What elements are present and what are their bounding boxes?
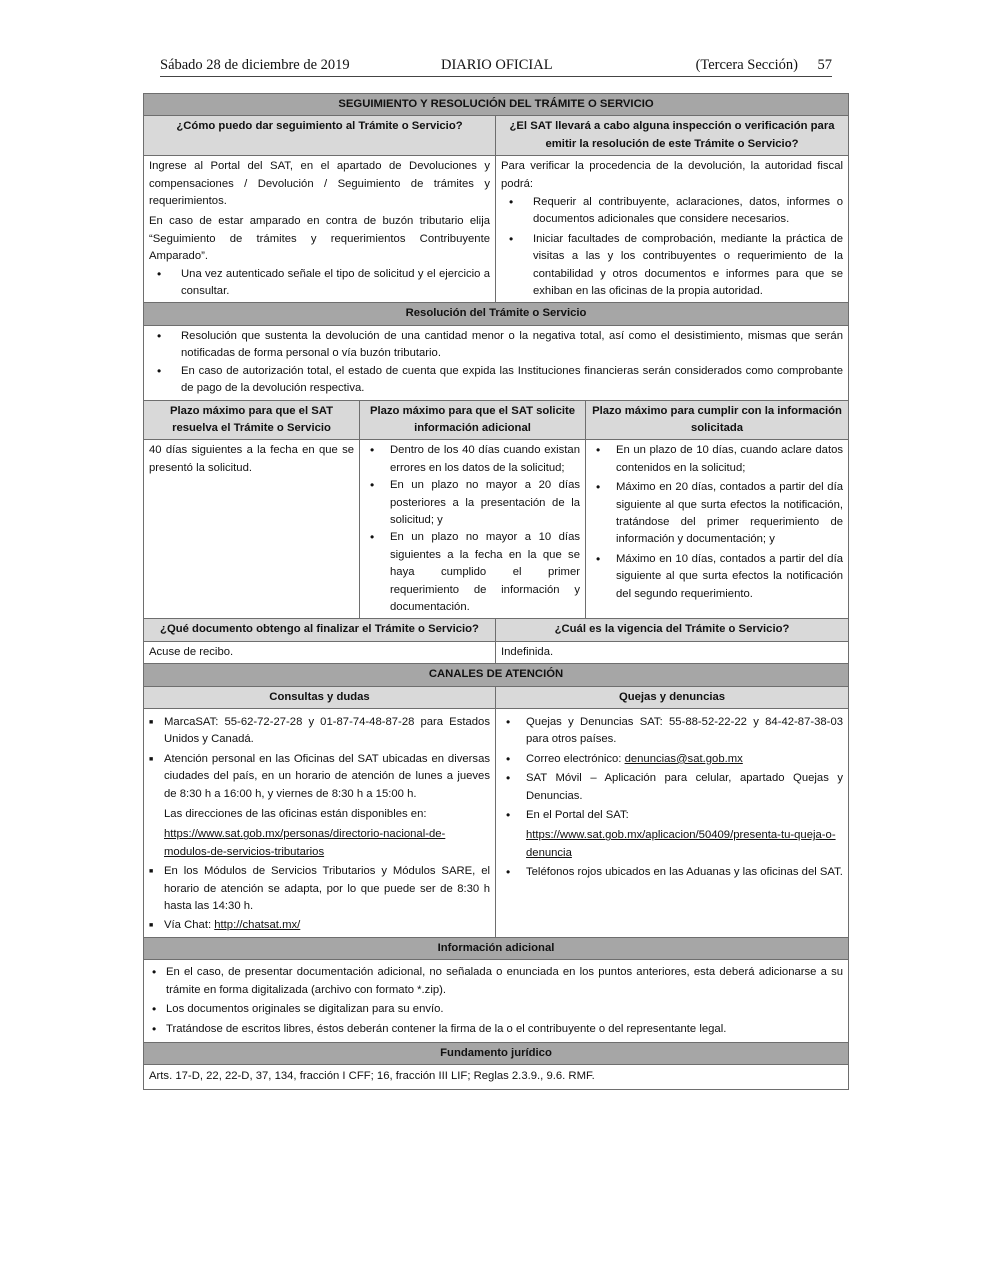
quejas-content xyxy=(496,709,849,938)
list-item xyxy=(501,807,843,862)
seguimiento-right-list xyxy=(501,194,843,300)
list-item: • SAT Móvil – Aplicación para celular, apartado Quejas y Denuncias. xyxy=(501,770,843,805)
list-item xyxy=(501,751,843,768)
header-title: DIARIO OFICIAL xyxy=(441,57,553,73)
header-date: Sábado 28 de diciembre de 2019 xyxy=(160,57,350,73)
list-item: • Tratándose de escritos libres, éstos deberán contener la firma de la o el contribuyente o del representante legal. xyxy=(149,1021,843,1038)
quejas-header: Quejas y denuncias xyxy=(496,686,849,708)
vigencia-question: ¿Cuál es la vigencia del Trámite o Servicio? xyxy=(496,619,849,641)
atencion-personal-text: Atención personal en las Oficinas del SAT ubicadas en diversas ciudades del país, en un horario de atención de lunes a jueves de 8:30 h a 16:00 h, y viernes de 8:30 h a 15:00 h. xyxy=(164,752,490,800)
consultas-header: Consultas y dudas xyxy=(144,686,496,708)
list-item: • En un plazo de 10 días, cuando aclare datos contenidos en la solicitud; xyxy=(591,442,843,477)
header-page-number: 57 xyxy=(817,57,832,73)
documento-answer: Acuse de recibo. xyxy=(144,641,496,663)
list-item: • Máximo en 10 días, contados a partir del día siguiente al que surta efectos la notificación del segundo requerimiento. xyxy=(591,551,843,603)
plazo-cumplir-list xyxy=(591,442,843,603)
plazo-header-cumplir: Plazo máximo para cumplir con la información solicitada xyxy=(586,400,849,440)
list-item: • Resolución que sustenta la devolución de una cantidad menor o la negativa total, así como el desistimiento, mismas que serán notificadas de forma personal o vía buzón tributario. xyxy=(149,328,843,363)
list-item xyxy=(149,751,490,861)
plazo-solicita-value xyxy=(360,440,586,619)
resolucion-list xyxy=(149,328,843,398)
plazo-cumplir-value xyxy=(586,440,849,619)
list-item: • En un plazo no mayor a 20 días posteriores a la presentación de la solicitud; y xyxy=(365,477,580,529)
seguimiento-answer-left xyxy=(144,156,496,303)
plazo-resuelve-value: 40 días siguientes a la fecha en que se presentó la solicitud. xyxy=(144,440,360,619)
documento-question: ¿Qué documento obtengo al finalizar el Trámite o Servicio? xyxy=(144,619,496,641)
list-item: ■ MarcaSAT: 55-62-72-27-28 y 01-87-74-48-87-28 para Estados Unidos y Canadá. xyxy=(149,714,490,749)
list-item: • Una vez autenticado señale el tipo de solicitud y el ejercicio a consultar. xyxy=(149,266,490,301)
consultas-content xyxy=(144,709,496,938)
list-item: • Quejas y Denuncias SAT: 55-88-52-22-22 y 84-42-87-38-03 para otros países. xyxy=(501,714,843,749)
portal-label: En el Portal del SAT: xyxy=(526,809,629,822)
chat-label: Vía Chat: xyxy=(164,919,215,932)
seguimiento-left-list xyxy=(149,266,490,301)
correo-label: Correo electrónico: xyxy=(526,752,625,765)
list-item: • Requerir al contribuyente, aclaraciones, datos, informes o documentos adicionales que considere necesarios. xyxy=(501,194,843,229)
list-item: • Iniciar facultades de comprobación, mediante la práctica de visitas a las y los contribuyentes o requerimiento de la contabilidad y otros documentos e informes para que se exhiban en las oficinas de la propia autoridad. xyxy=(501,231,843,301)
header-section: (Tercera Sección) xyxy=(695,57,798,73)
resolucion-title: Resolución del Trámite o Servicio xyxy=(144,303,849,325)
seguimiento-right-paragraph: Para verificar la procedencia de la devolución, la autoridad fiscal podrá: xyxy=(501,160,844,190)
consultas-list xyxy=(149,714,490,935)
directorio-link[interactable]: https://www.sat.gob.mx/personas/directorio-nacional-de-modulos-de-servicios-tributarios xyxy=(164,828,446,858)
seguimiento-question-right: ¿El SAT llevará a cabo alguna inspección o verificación para emitir la resolución de este Trámite o Servicio? xyxy=(496,116,849,156)
direcciones-text: Las direcciones de las oficinas están disponibles en: xyxy=(164,808,427,821)
seguimiento-question-left: ¿Cómo puedo dar seguimiento al Trámite o Servicio? xyxy=(144,116,496,156)
vigencia-answer: Indefinida. xyxy=(496,641,849,663)
seguimiento-left-paragraph: Ingrese al Portal del SAT, en el apartado de Devoluciones y compensaciones / Devolución / Seguimiento de trámites y requerimientos. xyxy=(149,160,490,208)
page-header xyxy=(160,56,832,77)
fundamento-text: Arts. 17-D, 22, 22-D, 37, 134, fracción I CFF; 16, fracción III LIF; Reglas 2.3.9., 9.6. RMF. xyxy=(144,1065,849,1089)
list-item: • En el caso, de presentar documentación adicional, no señalada o enunciada en los puntos anteriores, esta deberá adicionarse a su trámite en forma digitalizada (archivo con formato *.zip). xyxy=(149,964,843,999)
list-item: • Teléfonos rojos ubicados en las Aduanas y las oficinas del SAT. xyxy=(501,864,843,881)
seguimiento-title: SEGUIMIENTO Y RESOLUCIÓN DEL TRÁMITE O SERVICIO xyxy=(144,94,849,116)
queja-denuncia-link[interactable]: https://www.sat.gob.mx/aplicacion/50409/presenta-tu-queja-o-denuncia xyxy=(526,829,836,859)
plazo-solicita-list xyxy=(365,442,580,616)
plazo-header-solicita: Plazo máximo para que el SAT solicite información adicional xyxy=(360,400,586,440)
resolucion-content xyxy=(144,325,849,400)
list-item: • Los documentos originales se digitalizan para su envío. xyxy=(149,1001,843,1018)
procedure-table xyxy=(143,93,849,1090)
quejas-list xyxy=(501,714,843,882)
info-content xyxy=(144,960,849,1043)
list-item: • Máximo en 20 días, contados a partir del día siguiente al que surta efectos la notificación, tratándose del primer requerimiento de información y documentación; y xyxy=(591,479,843,549)
list-item: ■ En los Módulos de Servicios Tributarios y Módulos SARE, el horario de atención se adapta, por lo que puede ser de 8:30 h hasta las 14:30 h. xyxy=(149,863,490,915)
plazo-header-resuelve: Plazo máximo para que el SAT resuelva el Trámite o Servicio xyxy=(144,400,360,440)
denuncias-email-link[interactable]: denuncias@sat.gob.mx xyxy=(624,752,743,765)
fundamento-title: Fundamento jurídico xyxy=(144,1042,849,1064)
seguimiento-answer-right xyxy=(496,156,849,303)
list-item: • En un plazo no mayor a 10 días siguientes a la fecha en la que se haya cumplido el primer requerimiento de información y documentación. xyxy=(365,529,580,616)
list-item xyxy=(149,917,490,934)
seguimiento-left-paragraph: En caso de estar amparado en contra de buzón tributario elija “Seguimiento de trámites y requerimientos Contribuyente Amparado”. xyxy=(149,215,490,263)
info-list xyxy=(149,964,843,1038)
list-item: • Dentro de los 40 días cuando existan errores en los datos de la solicitud; xyxy=(365,442,580,477)
chat-link[interactable]: http://chatsat.mx/ xyxy=(214,919,301,932)
info-title: Información adicional xyxy=(144,937,849,959)
list-item: • En caso de autorización total, el estado de cuenta que expida las Instituciones financieras serán considerados como comprobante de pago de la devolución respectiva. xyxy=(149,363,843,398)
canales-title: CANALES DE ATENCIÓN xyxy=(144,664,849,686)
